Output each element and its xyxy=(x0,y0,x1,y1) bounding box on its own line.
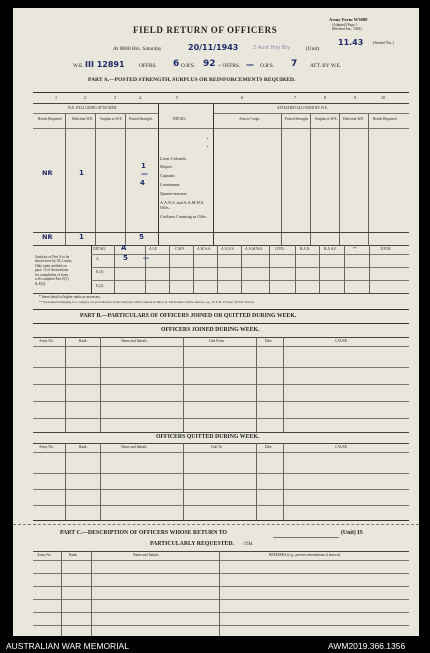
col-head-arm: Arm or Corps. xyxy=(239,117,260,121)
grid-line xyxy=(91,551,92,636)
divider xyxy=(33,586,409,587)
grid-line xyxy=(61,551,62,636)
hw-posted-lt-col: 1 xyxy=(141,162,146,170)
grid-line xyxy=(319,245,320,293)
joined-col-army-no: Army No. xyxy=(39,339,54,343)
divider xyxy=(33,473,409,474)
divider xyxy=(33,128,409,129)
grid-line xyxy=(169,245,170,293)
partc-col-remarks: REMARKS (e.g., present whereabouts if known). xyxy=(269,553,341,557)
perforation xyxy=(13,524,419,525)
grid-line xyxy=(219,551,220,636)
divider xyxy=(33,92,409,93)
part-c-title: PART C.—DESCRIPTION OF OFFICERS WHOSE RETURN TO xyxy=(60,530,228,536)
grid-line xyxy=(158,103,159,245)
divider xyxy=(33,599,409,600)
grid-line xyxy=(295,245,296,293)
we-excl-header: W.E. EXCLUDING ATTACHED. xyxy=(68,106,118,110)
grid-line xyxy=(344,245,345,293)
grid-line xyxy=(65,113,66,245)
grid-line xyxy=(241,245,242,293)
divider xyxy=(33,323,409,324)
hw-deficient: 1 xyxy=(79,169,84,177)
col-number: 1 xyxy=(55,95,58,100)
ors-value: 92 xyxy=(203,59,216,69)
grid-line xyxy=(183,337,184,432)
col-number: 7 xyxy=(294,95,297,100)
col-number: 10 xyxy=(381,95,386,100)
analysis-row-a: A. xyxy=(96,257,100,261)
rank-label: A.A.N.S. and A.A.M.W.S. Offrs. xyxy=(160,200,205,211)
analysis-row-e2: E.(2) xyxy=(96,284,104,288)
grid-line xyxy=(125,113,126,245)
unit-label: (Unit) xyxy=(306,46,320,52)
offrs-label: OFFRS. xyxy=(139,63,157,69)
divider xyxy=(91,280,409,281)
divider xyxy=(33,551,409,552)
divider xyxy=(33,384,409,385)
analysis-head-a: A xyxy=(121,244,127,252)
rank-label: Quarter-masters xyxy=(160,191,187,196)
joined-col-date: Date. xyxy=(265,339,273,343)
partc-col-name: Name and Initials. xyxy=(133,553,160,557)
divider xyxy=(91,254,409,255)
divider xyxy=(33,367,409,368)
rank-label: Lieut.-Colonels xyxy=(160,156,187,161)
divider xyxy=(33,625,409,626)
plus-offrs-label: + OFFRS. xyxy=(218,63,241,69)
divider xyxy=(33,346,409,347)
form-page xyxy=(13,8,419,636)
divider xyxy=(33,432,409,433)
plus-ors-label: O.R'S. xyxy=(260,63,275,69)
grid-line xyxy=(114,245,115,293)
archive-name: AUSTRALIAN WAR MEMORIAL xyxy=(6,641,129,651)
col-head-deficient2: Deficient W.E. xyxy=(343,117,365,121)
analysis-head-detail: DETAIL xyxy=(93,247,106,251)
divider xyxy=(213,113,409,114)
joined-col-name: Name and Initials. xyxy=(121,339,148,343)
divider xyxy=(33,489,409,490)
plus-ors-value: 7 xyxy=(291,59,298,69)
total-posted: 5 xyxy=(139,233,144,241)
part-c-requested: PARTICULARLY REQUESTED. xyxy=(150,541,234,547)
col-number: 2 xyxy=(84,95,87,100)
part-a-title: PART A.—POSTED STRENGTH, SURPLUS OR REINFORCEMENTS REQUIRED. xyxy=(88,77,296,83)
analysis-head-aamws: A.A.M.W.S. xyxy=(245,247,263,251)
grid-line xyxy=(269,245,270,293)
partc-col-rank: Rank. xyxy=(69,553,78,557)
joined-col-cause: CAUSE. xyxy=(335,339,348,343)
grid-line xyxy=(100,337,101,432)
analysis-head-aif: A.I.F. xyxy=(149,247,158,251)
col-head-surplus2: Surplus to W.E. xyxy=(315,117,338,121)
we-value: III 12891 xyxy=(85,60,125,69)
grid-line xyxy=(193,245,194,293)
serial-label: (Serial No.) xyxy=(373,40,394,45)
analysis-head-other: ** xyxy=(353,247,357,251)
serial-number: 11.43 xyxy=(338,38,364,47)
grid-line xyxy=(65,443,66,520)
offrs-value: 6 xyxy=(173,59,180,69)
divider xyxy=(33,103,409,104)
form-adapted: (Adapted) Page 1 xyxy=(332,23,358,27)
col-head-reinfs2: Reinfs Required. xyxy=(373,117,398,121)
divider xyxy=(33,452,409,453)
grid-line xyxy=(91,245,92,293)
rank-label: Captains xyxy=(160,173,175,178)
grid-line xyxy=(283,443,284,520)
grid-line xyxy=(65,337,66,432)
analysis-head-civil: CIVIL. xyxy=(275,247,286,251)
col-head-posted: Posted Strength. xyxy=(129,117,153,121)
col-number: 5 xyxy=(176,95,179,100)
divider xyxy=(91,267,409,268)
quitted-title: OFFICERS QUITTED DURING WEEK. xyxy=(156,434,260,440)
divider xyxy=(33,418,409,419)
grid-line xyxy=(339,113,340,245)
analysis-head-cmf: C.M.F. xyxy=(175,247,185,251)
at-time-label: At 0600 Hrs. Saturday xyxy=(113,46,162,52)
divider xyxy=(33,573,409,574)
hw-posted-captains: 4 xyxy=(140,179,145,187)
unit-blank xyxy=(273,537,339,538)
footnote-1: * Insert detail of higher ranks as necessary. xyxy=(39,295,101,299)
divider xyxy=(33,560,409,561)
we-label: W.E. xyxy=(73,63,84,69)
plus-offrs-value: — xyxy=(246,60,254,69)
joined-col-unit-from: Unit From. xyxy=(209,339,225,343)
page-title: FIELD RETURN OF OFFICERS xyxy=(133,25,278,35)
analysis-head-raaf: R.A.A.F. xyxy=(324,247,337,251)
hw-posted-majors: — xyxy=(141,170,148,178)
attached-header: ATTACHED ALLOWED BY W.E. xyxy=(277,106,328,110)
hw-nr: NR xyxy=(42,169,53,177)
col-number: 8 xyxy=(324,95,327,100)
rank-label: Majors xyxy=(160,164,172,169)
col-head-reinfs: Reinfs Required. xyxy=(38,117,63,121)
grid-line xyxy=(283,337,284,432)
divider xyxy=(33,309,409,310)
grid-line xyxy=(100,443,101,520)
part-c-unit-is: (Unit) IS xyxy=(341,530,363,536)
footnote-2: ** Personnel belonging to a category not provided for in the analysis will be shown in this Col. Particulars will be shown, e.g., 5a U.K. Forces; 2b N.Z. Forces xyxy=(39,300,255,304)
col-head-surplus: Surplus to W.E. xyxy=(100,117,123,121)
analysis-hw-dash: — xyxy=(143,255,149,262)
return-date: 20/11/1943 xyxy=(188,43,239,52)
total-deficient: 1 xyxy=(79,233,84,241)
divider xyxy=(33,401,409,402)
quitted-col-unit-to: Unit To. xyxy=(211,445,223,449)
analysis-head-aans: A.A.N.S. xyxy=(221,247,235,251)
archive-footer xyxy=(0,636,430,653)
analysis-note: Analysis of Part A to be shown here by ALL units. Only units notified on para. 13 of Instructions for completion of form will complete Part E(1) & E(2). xyxy=(35,255,73,286)
part-b-title: PART B.—PARTICULARS OF OFFICERS JOINED OR QUITTED DURING WEEK. xyxy=(80,313,297,319)
col-number: 9 xyxy=(354,95,357,100)
divider xyxy=(33,293,409,294)
total-nr: NR xyxy=(42,233,53,241)
archive-id: AWM2019.366.1356 xyxy=(328,641,406,651)
divider xyxy=(33,245,409,246)
col-head-detail: DETAIL. xyxy=(173,117,187,121)
grid-line xyxy=(95,113,96,245)
att-label: ATT. BY W.E. xyxy=(310,63,342,69)
analysis-hw-5: 5 xyxy=(123,254,128,262)
col-number: 6 xyxy=(241,95,244,100)
quitted-col-rank: Rank. xyxy=(79,445,88,449)
quitted-col-army-no: Army No. xyxy=(39,445,54,449)
divider xyxy=(33,612,409,613)
grid-line xyxy=(213,103,214,245)
grid-line xyxy=(217,245,218,293)
divider xyxy=(33,232,409,233)
quitted-col-date: Date. xyxy=(265,445,273,449)
grid-line xyxy=(145,245,146,293)
divider xyxy=(33,505,409,506)
grid-line xyxy=(256,337,257,432)
divider xyxy=(33,520,409,521)
col-number: 3 xyxy=(114,95,117,100)
joined-col-rank: Rank. xyxy=(79,339,88,343)
quitted-col-name: Name and Initials. xyxy=(121,445,148,449)
grid-line xyxy=(368,113,369,245)
grid-line xyxy=(281,113,282,245)
grid-line xyxy=(183,443,184,520)
quitted-col-cause: CAUSE. xyxy=(335,445,348,449)
rank-label: Lieutenants xyxy=(160,182,180,187)
form-id: Army Form W3008 xyxy=(329,17,368,22)
divider xyxy=(33,337,409,338)
part-c-date: /194 xyxy=(243,541,253,547)
bullet: • xyxy=(207,145,209,149)
partc-col-army-no: Army No. xyxy=(37,553,52,557)
form-revised: (Revised Jan., 1943) xyxy=(332,27,362,31)
unit-stamp: 2 Aust Hvy Bty xyxy=(253,45,291,51)
rank-label: Civilians Counting as Offrs. xyxy=(160,214,208,219)
col-number: 4 xyxy=(139,95,142,100)
analysis-head-awas: A.W.A.S. xyxy=(197,247,211,251)
divider xyxy=(33,443,409,444)
joined-title: OFFICERS JOINED DURING WEEK. xyxy=(161,327,260,333)
grid-line xyxy=(256,443,257,520)
grid-line xyxy=(369,245,370,293)
ors-label: O.R'S. xyxy=(181,63,196,69)
analysis-head-ran: R.A.N. xyxy=(300,247,311,251)
grid-line xyxy=(310,113,311,245)
col-head-posted2: Posted Strength. xyxy=(285,117,309,121)
bullet: • xyxy=(207,137,209,141)
col-head-deficient: Deficient W.E. xyxy=(72,117,94,121)
analysis-head-total: TOTAL xyxy=(380,247,392,251)
analysis-row-e1: E.(1) xyxy=(96,270,104,274)
